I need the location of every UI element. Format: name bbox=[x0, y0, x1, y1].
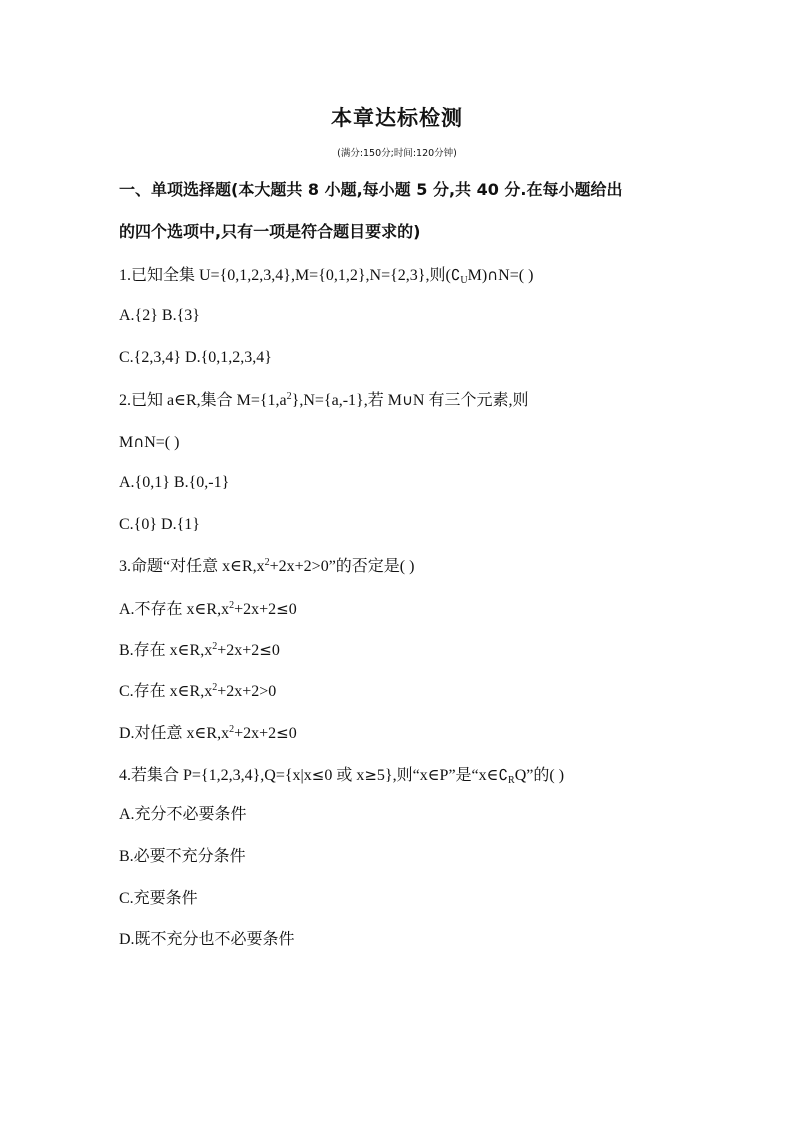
le-symbol: ≤ bbox=[259, 641, 272, 659]
question-2-options-cd: C.{0} D.{1} bbox=[119, 516, 200, 533]
question-4-stem: 4.若集合 P={1,2,3,4},Q={x|x≤0 或 x≥5},则“x∈P”是“$x\in∁_RQ$”的( ) bbox=[119, 766, 565, 786]
question-2-stem-line-2: M∩N=( ) bbox=[119, 433, 180, 451]
section-heading-line-1: 一、单项选择题(本大题共 8 小题,每小题 5 分,共 40 分.在每小题给出 bbox=[119, 180, 623, 199]
question-4-option-b: B.必要不充分条件 bbox=[119, 848, 246, 865]
intersection-symbol: ∩ bbox=[487, 266, 499, 284]
question-3-option-a: A.不存在 $x\in R,x^2+2x+2\le 0$ bbox=[119, 600, 297, 618]
question-4-option-d: D.既不充分也不必要条件 bbox=[119, 931, 295, 948]
question-3-option-d: D.对任意 $x\in R,x^2+2x+2\le 0$ bbox=[119, 724, 297, 742]
le-symbol: ≤ bbox=[276, 600, 289, 618]
section-heading-line-2: 的四个选项中,只有一项是符合题目要求的) bbox=[119, 222, 421, 241]
question-1-options-cd: C.{2,3,4} D.{0,1,2,3,4} bbox=[119, 349, 272, 366]
question-4-option-a: A.充分不必要条件 bbox=[119, 806, 247, 823]
le-symbol: ≤ bbox=[276, 724, 289, 742]
intersection-symbol: ∩ bbox=[133, 433, 145, 451]
complement-symbol: ∁ bbox=[498, 766, 509, 784]
page-title: 本章达标检测 bbox=[331, 106, 463, 130]
complement-symbol: ∁ bbox=[450, 266, 461, 284]
page-subtitle: (满分:150分;时间:120分钟) bbox=[337, 148, 457, 159]
le-symbol: ≤ bbox=[311, 766, 325, 784]
question-2-options-ab: A.{0,1} B.{0,-1} bbox=[119, 474, 230, 491]
question-3-option-c: C.存在 $x\in R,x^2+2x+2>0$ bbox=[119, 682, 277, 700]
union-symbol: ∪ bbox=[401, 391, 413, 409]
question-1-stem: 1.已知全集 U={0,1,2,3,4},M={0,1,2},N={2,3},则$(∁_UM)\cap N=$( ) bbox=[119, 266, 534, 286]
question-4-option-c: C.充要条件 bbox=[119, 890, 198, 907]
ge-symbol: ≥ bbox=[364, 766, 377, 784]
question-3-option-b: B.存在 $x\in R,x^2+2x+2\le 0$ bbox=[119, 641, 280, 659]
question-3-stem: 3.命题“对任意 $x\in R,x^2+2x+2>0$”的否定是( ) bbox=[119, 557, 415, 575]
question-2-stem: 2.已知 a∈R,集合 $M=\{1,a^2\},N=\{a,-1\}$,若 M∪N 有三个元素,则 bbox=[119, 391, 529, 409]
question-1-options-ab: A.{2} B.{3} bbox=[119, 307, 200, 324]
